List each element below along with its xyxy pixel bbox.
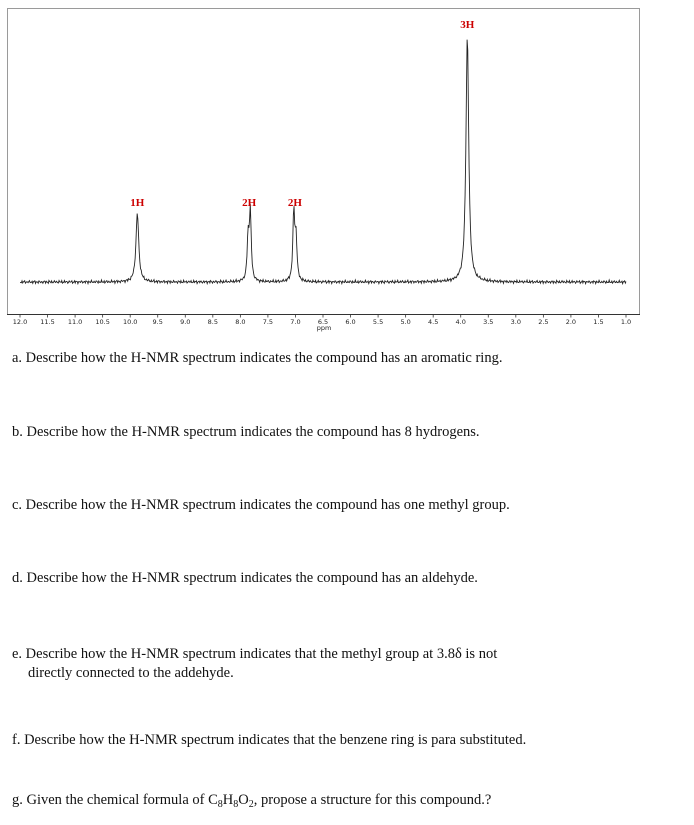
formula-o: O [238, 792, 249, 808]
spectrum-trace [20, 40, 626, 284]
x-tick-label: 1.0 [620, 318, 632, 326]
question-e [12, 645, 497, 683]
plot-frame [8, 9, 640, 315]
x-tick-label: 4.0 [455, 318, 466, 326]
peak-integration-label: 2H [287, 196, 302, 209]
x-tick-label: 12.0 [12, 318, 28, 326]
x-tick-label: 2.5 [538, 318, 549, 326]
formula-h: H [222, 792, 234, 808]
question-f: f. Describe how the H-NMR spectrum indicates that the benzene ring is para substituted. [12, 732, 527, 748]
question-g-start: g. Given the chemical formula of C [12, 792, 218, 808]
question-e-line1: e. Describe how the H-NMR spectrum indicates that the methyl group at 3.8δ is not [12, 646, 498, 662]
x-tick-label: 10.5 [95, 318, 110, 326]
x-tick-label: 10.0 [122, 318, 138, 326]
x-tick-label: 9.5 [152, 318, 163, 326]
question-g [12, 791, 491, 810]
question-e-line2: directly connected to the addehyde. [28, 665, 234, 681]
x-tick-label: 5.0 [400, 318, 411, 326]
question-a: a. Describe how the H-NMR spectrum indicates the compound has an aromatic ring. [12, 350, 503, 366]
x-tick-label: 1.5 [593, 318, 604, 326]
formula-sub-c: 8 [217, 799, 223, 810]
x-axis-label: ppm [316, 324, 332, 332]
x-tick-label: 8.5 [207, 318, 218, 326]
question-b: b. Describe how the H-NMR spectrum indicates the compound has 8 hydrogens. [12, 424, 480, 440]
peak-integration-label: 2H [242, 196, 257, 209]
x-tick-label: 2.0 [565, 318, 577, 326]
x-tick-label: 4.5 [428, 318, 439, 326]
x-tick-label: 7.0 [290, 318, 301, 326]
x-tick-label: 3.0 [510, 318, 521, 326]
formula-sub-h: 8 [233, 799, 239, 810]
question-d: d. Describe how the H-NMR spectrum indicates the compound has an aldehyde. [12, 570, 478, 586]
x-tick-label: 6.5 [317, 318, 329, 326]
x-tick-label: 7.5 [262, 318, 274, 326]
peak-integration-label: 1H [130, 196, 145, 209]
x-tick-label: 9.0 [180, 318, 191, 326]
x-tick-label: 8.0 [235, 318, 246, 326]
question-g-end: , propose a structure for this compound.? [253, 792, 492, 808]
question-c: c. Describe how the H-NMR spectrum indicates the compound has one methyl group. [12, 497, 510, 513]
x-tick-label: 5.5 [372, 318, 384, 326]
x-tick-label: 3.5 [483, 318, 494, 326]
x-tick-label: 6.0 [345, 318, 356, 326]
nmr-spectrum-chart [0, 0, 694, 340]
formula-sub-o: 2 [248, 799, 254, 810]
peak-integration-label: 3H [460, 19, 475, 31]
x-tick-label: 11.5 [40, 318, 55, 326]
x-tick-label: 11.0 [67, 318, 83, 326]
